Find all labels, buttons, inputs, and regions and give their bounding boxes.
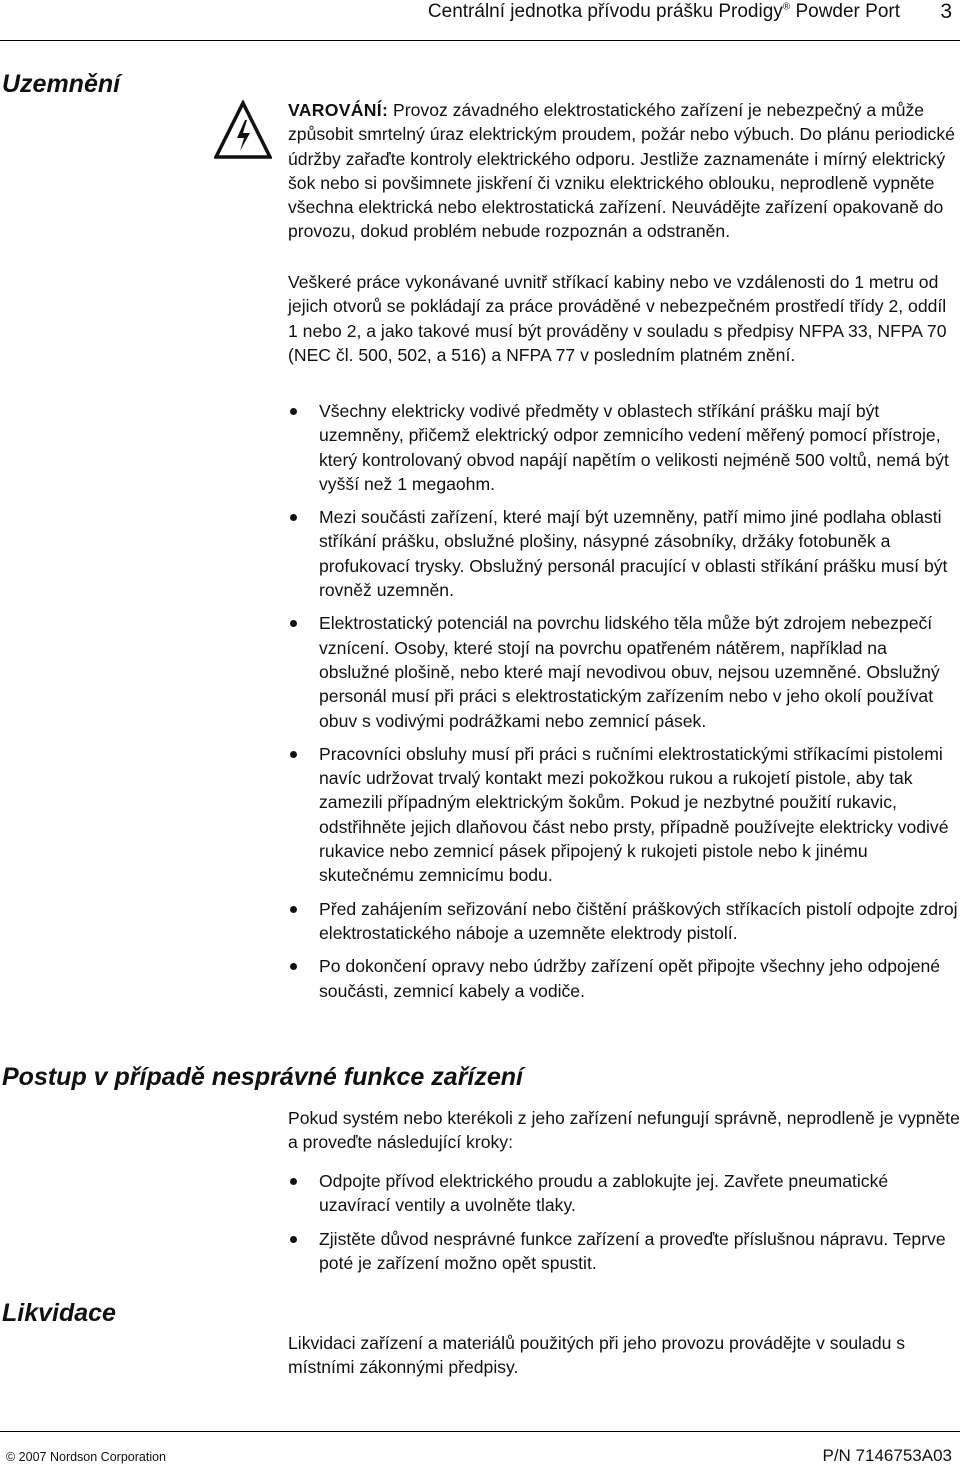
malfunction-paragraph [288,1106,960,1155]
header-title [428,1,900,23]
disposal-paragraph-text: Likvidaci zařízení a materiálů použitých při jeho provozu provádějte v souladu s místními zákonnými předpisy. [288,1333,906,1378]
header-title-text: Centrální jednotka přívodu prášku Prodigy [427,1,783,22]
header-divider [0,40,960,41]
section-heading-disposal: Likvidace [2,1299,116,1327]
footer-divider [0,1431,960,1432]
disposal-paragraph [288,1331,960,1380]
list-item: Po dokončení opravy nebo údržby zařízení opět připojte všechny jeho odpojené součásti, zemnicí kabely a vodiče. [288,954,960,1003]
list-item: Odpojte přívod elektrického proudu a zablokujte jej. Zavřete pneumatické uzavírací ventily a uvolněte tlaky. [288,1169,960,1218]
warning-label: VAROVÁNÍ: [288,100,389,120]
list-item: Elektrostatický potenciál na povrchu lidského těla může být zdrojem nebezpečí vznícení. Osoby, které stojí na povrchu opatřeném nátěrem, například na obslužné plošině, nebo které mají nevodivou obuv, nejsou uzemněné. Obslužný personál musí při práci s elektrostatickým zařízením nebo v jeho okolí používat obuv s vodivými podrážkami nebo zemnicí pásek. [288,611,960,732]
grounding-paragraph-text: Veškeré práce vykonávané uvnitř stříkací kabiny nebo ve vzdálenosti do 1 metru od jejich otvorů se pokládají za práce prováděné v nebezpečném prostředí třídy 2, oddíl 1 nebo 2, a jako takové musí být prováděny v souladu s předpisy NFPA 33, NFPA 70 (NEC čl. 500, 502, a 516) a NFPA 77 v posledním platném znění. [288,272,947,365]
section-heading-grounding: Uzemnění [2,70,121,98]
footer-part-number: P/N 7146753A03 [822,1446,952,1465]
registered-mark: ® [782,1,791,13]
list-item: Všechny elektricky vodivé předměty v oblastech stříkání prášku mají být uzemněny, přičemž elektrický odpor zemnicího vedení měřený pomocí přístroje, který kontrolovaný obvod napájí napětím o velikosti nejméně 500 voltů, nemá být vyšší než 1 megaohm. [288,399,960,496]
section-heading-malfunction: Postup v případě nesprávné funkce zařízení [2,1063,523,1091]
warning-block [288,98,960,244]
list-item: Před zahájením seřizování nebo čištění práškových stříkacích pistolí odpojte zdroj elektrostatického náboje a uzemněte elektrody pistolí. [288,897,960,946]
warning-paragraph [288,98,960,244]
header-title-suffix: Powder Port [795,1,900,22]
page-header [0,0,960,30]
malfunction-bullet-list [288,1169,960,1275]
electric-shock-warning-icon [214,100,272,160]
grounding-paragraph [288,270,960,367]
warning-text: Provoz závadného elektrostatického zařízení je nebezpečný a může způsobit smrtelný úraz elektrickým proudem, požár nebo výbuch. Do plánu periodické údržby zařaďte kontroly elektrického odporu. Jestliže zaznamenáte i mírný elektrický šok nebo si povšimnete jiskření či vzniku elektrického oblouku, neprodleně vypněte všechna elektrická nebo elektrostatická zařízení. Neuvádějte zařízení opakovaně do provozu, dokud problém nebude rozpoznán a odstraněn. [288,100,955,242]
grounding-bullet-list [288,399,960,1003]
list-item: Pracovníci obsluhy musí při práci s ručními elektrostatickými stříkacími pistolemi navíc udržovat trvalý kontakt mezi pokožkou rukou a rukojetí pistole, aby tak zamezili případným elektrickým šokům. Pokud je nezbytné použití rukavic, odstřihněte jejich dlaňovou část nebo prsty, případně používejte elektricky vodivé rukavice nebo zemnicí pásek připojený k rukojeti pistole nebo k jinému skutečnému zemnicímu bodu. [288,742,960,888]
malfunction-paragraph-text: Pokud systém nebo kterékoli z jeho zařízení nefungují správně, neprodleně je vypněte a proveďte následující kroky: [288,1108,960,1153]
list-item: Zjistěte důvod nesprávné funkce zařízení a proveďte příslušnou nápravu. Teprve poté je zařízení možno opět spustit. [288,1227,960,1276]
list-item: Mezi součásti zařízení, které mají být uzemněny, patří mimo jiné podlaha oblasti stříkání prášku, obslužné plošiny, násypné zásobníky, držáky fotobuněk a profukovací trysky. Obslužný personál pracující v oblasti stříkání prášku musí být rovněž uzemněn. [288,505,960,602]
footer-copyright: © 2007 Nordson Corporation [6,1450,166,1464]
page-number: 3 [940,0,952,23]
